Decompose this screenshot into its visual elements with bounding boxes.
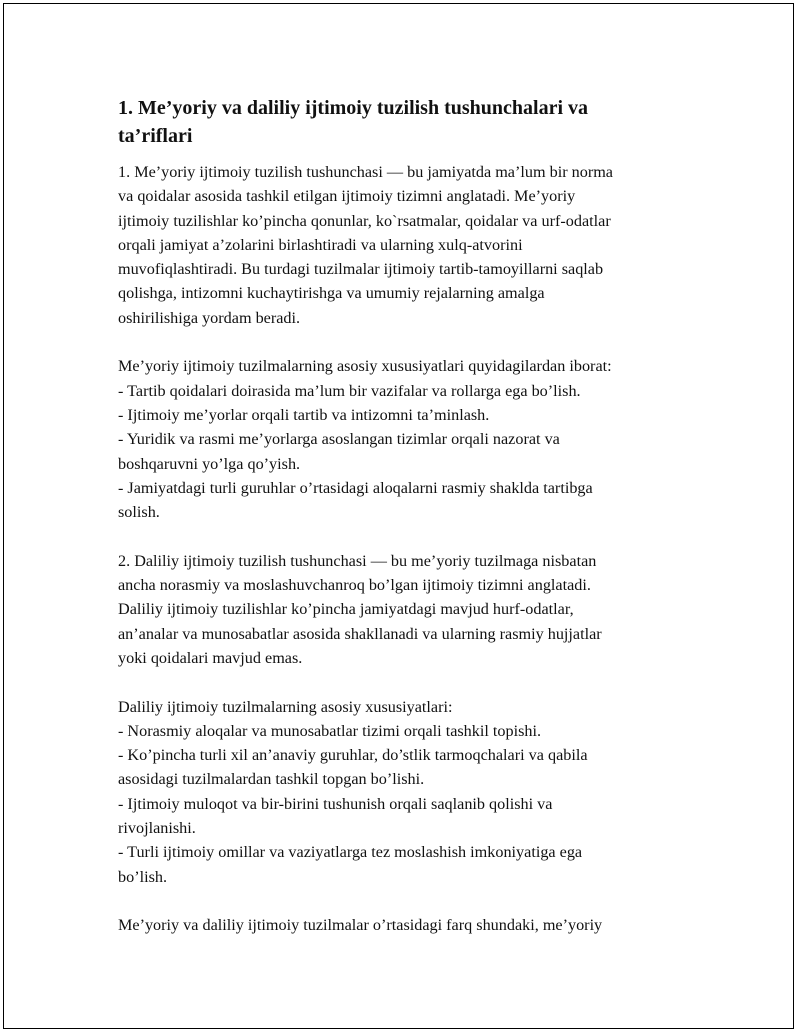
list-item-continuation: asosidagi tuzilmalardan tashkil topgan bo’lishi. <box>118 770 425 789</box>
text-line: Daliliy ijtimoiy tuzilishlar ko’pincha jamiyatdagi mavjud hurf-odatlar, <box>118 600 574 619</box>
text-line: Me’yoriy va daliliy ijtimoiy tuzilmalar o’rtasidagi farq shundaki, me’yoriy <box>118 916 603 935</box>
text-line: 1. Me’yoriy ijtimoiy tuzilish tushunchasi — bu jamiyatda ma’lum bir norma <box>118 163 613 181</box>
text-line: ancha norasmiy va moslashuvchanroq bo’lgan ijtimoiy tizimni anglatadi. <box>118 576 591 595</box>
paragraph-normative-definition <box>118 160 688 330</box>
list-item: - Ko’pincha turli xil an’anaviy guruhlar, do’stlik tarmoqchalari va qabila <box>118 746 588 765</box>
list-item: - Turli ijtimoiy omillar va vaziyatlarga tez moslashish imkoniyatiga ega <box>118 843 583 862</box>
list-item: - Norasmiy aloqalar va munosabatlar tizimi orqali tashkil topishi. <box>118 721 542 740</box>
heading-line: 1. Me’yoriy va daliliy ijtimoiy tuzilish tushunchalari va <box>118 97 589 119</box>
list-normative-features <box>118 354 688 524</box>
heading-line: ta’riflari <box>118 125 193 147</box>
text-line: va qoidalar asosida tashkil etilgan ijtimoiy tizimni anglatadi. Me’yoriy <box>118 187 576 206</box>
text-line: qolishga, intizomni kuchaytirishga va umumiy rejalarning amalga <box>118 284 545 303</box>
list-item-continuation: bo’lish. <box>118 867 168 886</box>
list-item-continuation: solish. <box>118 503 160 522</box>
list-item: - Ijtimoiy me’yorlar orqali tartib va intizomni ta’minlash. <box>118 405 490 424</box>
list-item: - Tartib qoidalari doirasida ma’lum bir vazifalar va rollarga ega bo’lish. <box>118 381 581 400</box>
list-item-continuation: rivojlanishi. <box>118 819 196 838</box>
paragraph-gap <box>118 889 688 913</box>
list-item: - Ijtimoiy muloqot va bir-birini tushunish orqali saqlanib qolishi va <box>118 794 553 813</box>
text-line: orqali jamiyat a’zolarini birlashtiradi va ularning xulq-atvorini <box>118 235 523 254</box>
text-line: yoki qoidalari mavjud emas. <box>118 648 303 667</box>
section-heading <box>118 94 688 150</box>
text-line: Daliliy ijtimoiy tuzilmalarning asosiy xususiyatlari: <box>118 697 453 716</box>
list-factual-features <box>118 695 688 889</box>
document-body <box>118 94 688 938</box>
text-line: muvofiqlashtiradi. Bu turdagi tuzilmalar ijtimoiy tartib-tamoyillarni saqlab <box>118 260 604 279</box>
text-line: 2. Daliliy ijtimoiy tuzilish tushunchasi — bu me’yoriy tuzilmaga nisbatan <box>118 551 597 570</box>
text-line: ijtimoiy tuzilishlar ko’pincha qonunlar, ko`rsatmalar, qoidalar va urf-odatlar <box>118 211 611 230</box>
paragraph-gap <box>118 330 688 354</box>
text-line: an’analar va munosabatlar asosida shakllanadi va ularning rasmiy hujjatlar <box>118 624 602 643</box>
list-item: - Jamiyatdagi turli guruhlar o’rtasidagi aloqalarni rasmiy shaklda tartibga <box>118 478 593 497</box>
paragraph-gap <box>118 670 688 694</box>
paragraph-factual-definition <box>118 549 688 670</box>
paragraph-comparison <box>118 913 688 937</box>
text-line: Me’yoriy ijtimoiy tuzilmalarning asosiy xususiyatlari quyidagilardan iborat: <box>118 357 612 376</box>
list-item-continuation: boshqaruvni yo’lga qo’yish. <box>118 454 301 473</box>
paragraph-gap <box>118 524 688 548</box>
text-line: oshirilishiga yordam beradi. <box>118 308 301 327</box>
list-item: - Yuridik va rasmi me’yorlarga asoslangan tizimlar orqali nazorat va <box>118 430 560 449</box>
